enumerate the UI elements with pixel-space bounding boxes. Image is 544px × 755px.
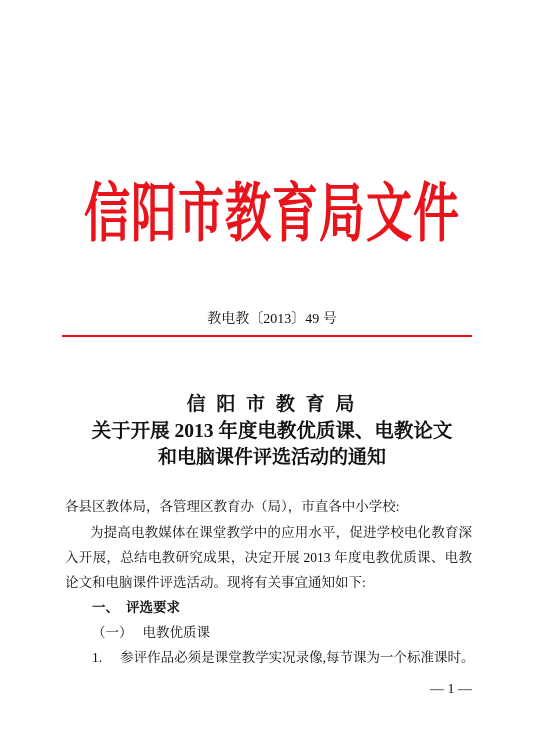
list-item-text: 参评作品必须是课堂教学实况录像,每节课为一个标准课时。: [120, 650, 475, 665]
section-title: 评选要求: [126, 600, 180, 615]
paragraph-line: 入开展，总结电教研究成果，决定开展 2013 年度电教优质课、电教: [65, 550, 472, 565]
paragraph-line: 论文和电脑课件评选活动。现将有关事宜通知如下:: [65, 575, 366, 590]
document-header-title: 信阳市教育局文件: [84, 175, 460, 251]
paragraph-line: 为提高电教媒体在课堂教学中的应用水平，促进学校电化教育深: [90, 525, 472, 540]
salutation: 各县区教体局，各管理区教育办（局），市直各中小学校:: [65, 499, 400, 514]
page-number: — 1 —: [430, 682, 472, 697]
subsection-number: （一）: [92, 625, 133, 640]
red-divider-line: [62, 335, 472, 337]
section-heading: [92, 596, 180, 620]
list-item: [92, 646, 475, 670]
notice-title-line-1: 关于开展 2013 年度电教优质课、电教论文: [91, 421, 453, 442]
section-number: 一、: [92, 600, 119, 615]
subsection-title: 电教优质课: [142, 625, 210, 640]
notice-title-line-2: 和电脑课件评选活动的通知: [157, 447, 386, 468]
list-item-number: 1.: [92, 650, 103, 665]
notice-issuer: 信 阳 市 教 育 局: [186, 394, 358, 415]
subsection-heading: [92, 621, 210, 645]
document-number: 教电教〔2013〕49 号: [207, 312, 337, 327]
